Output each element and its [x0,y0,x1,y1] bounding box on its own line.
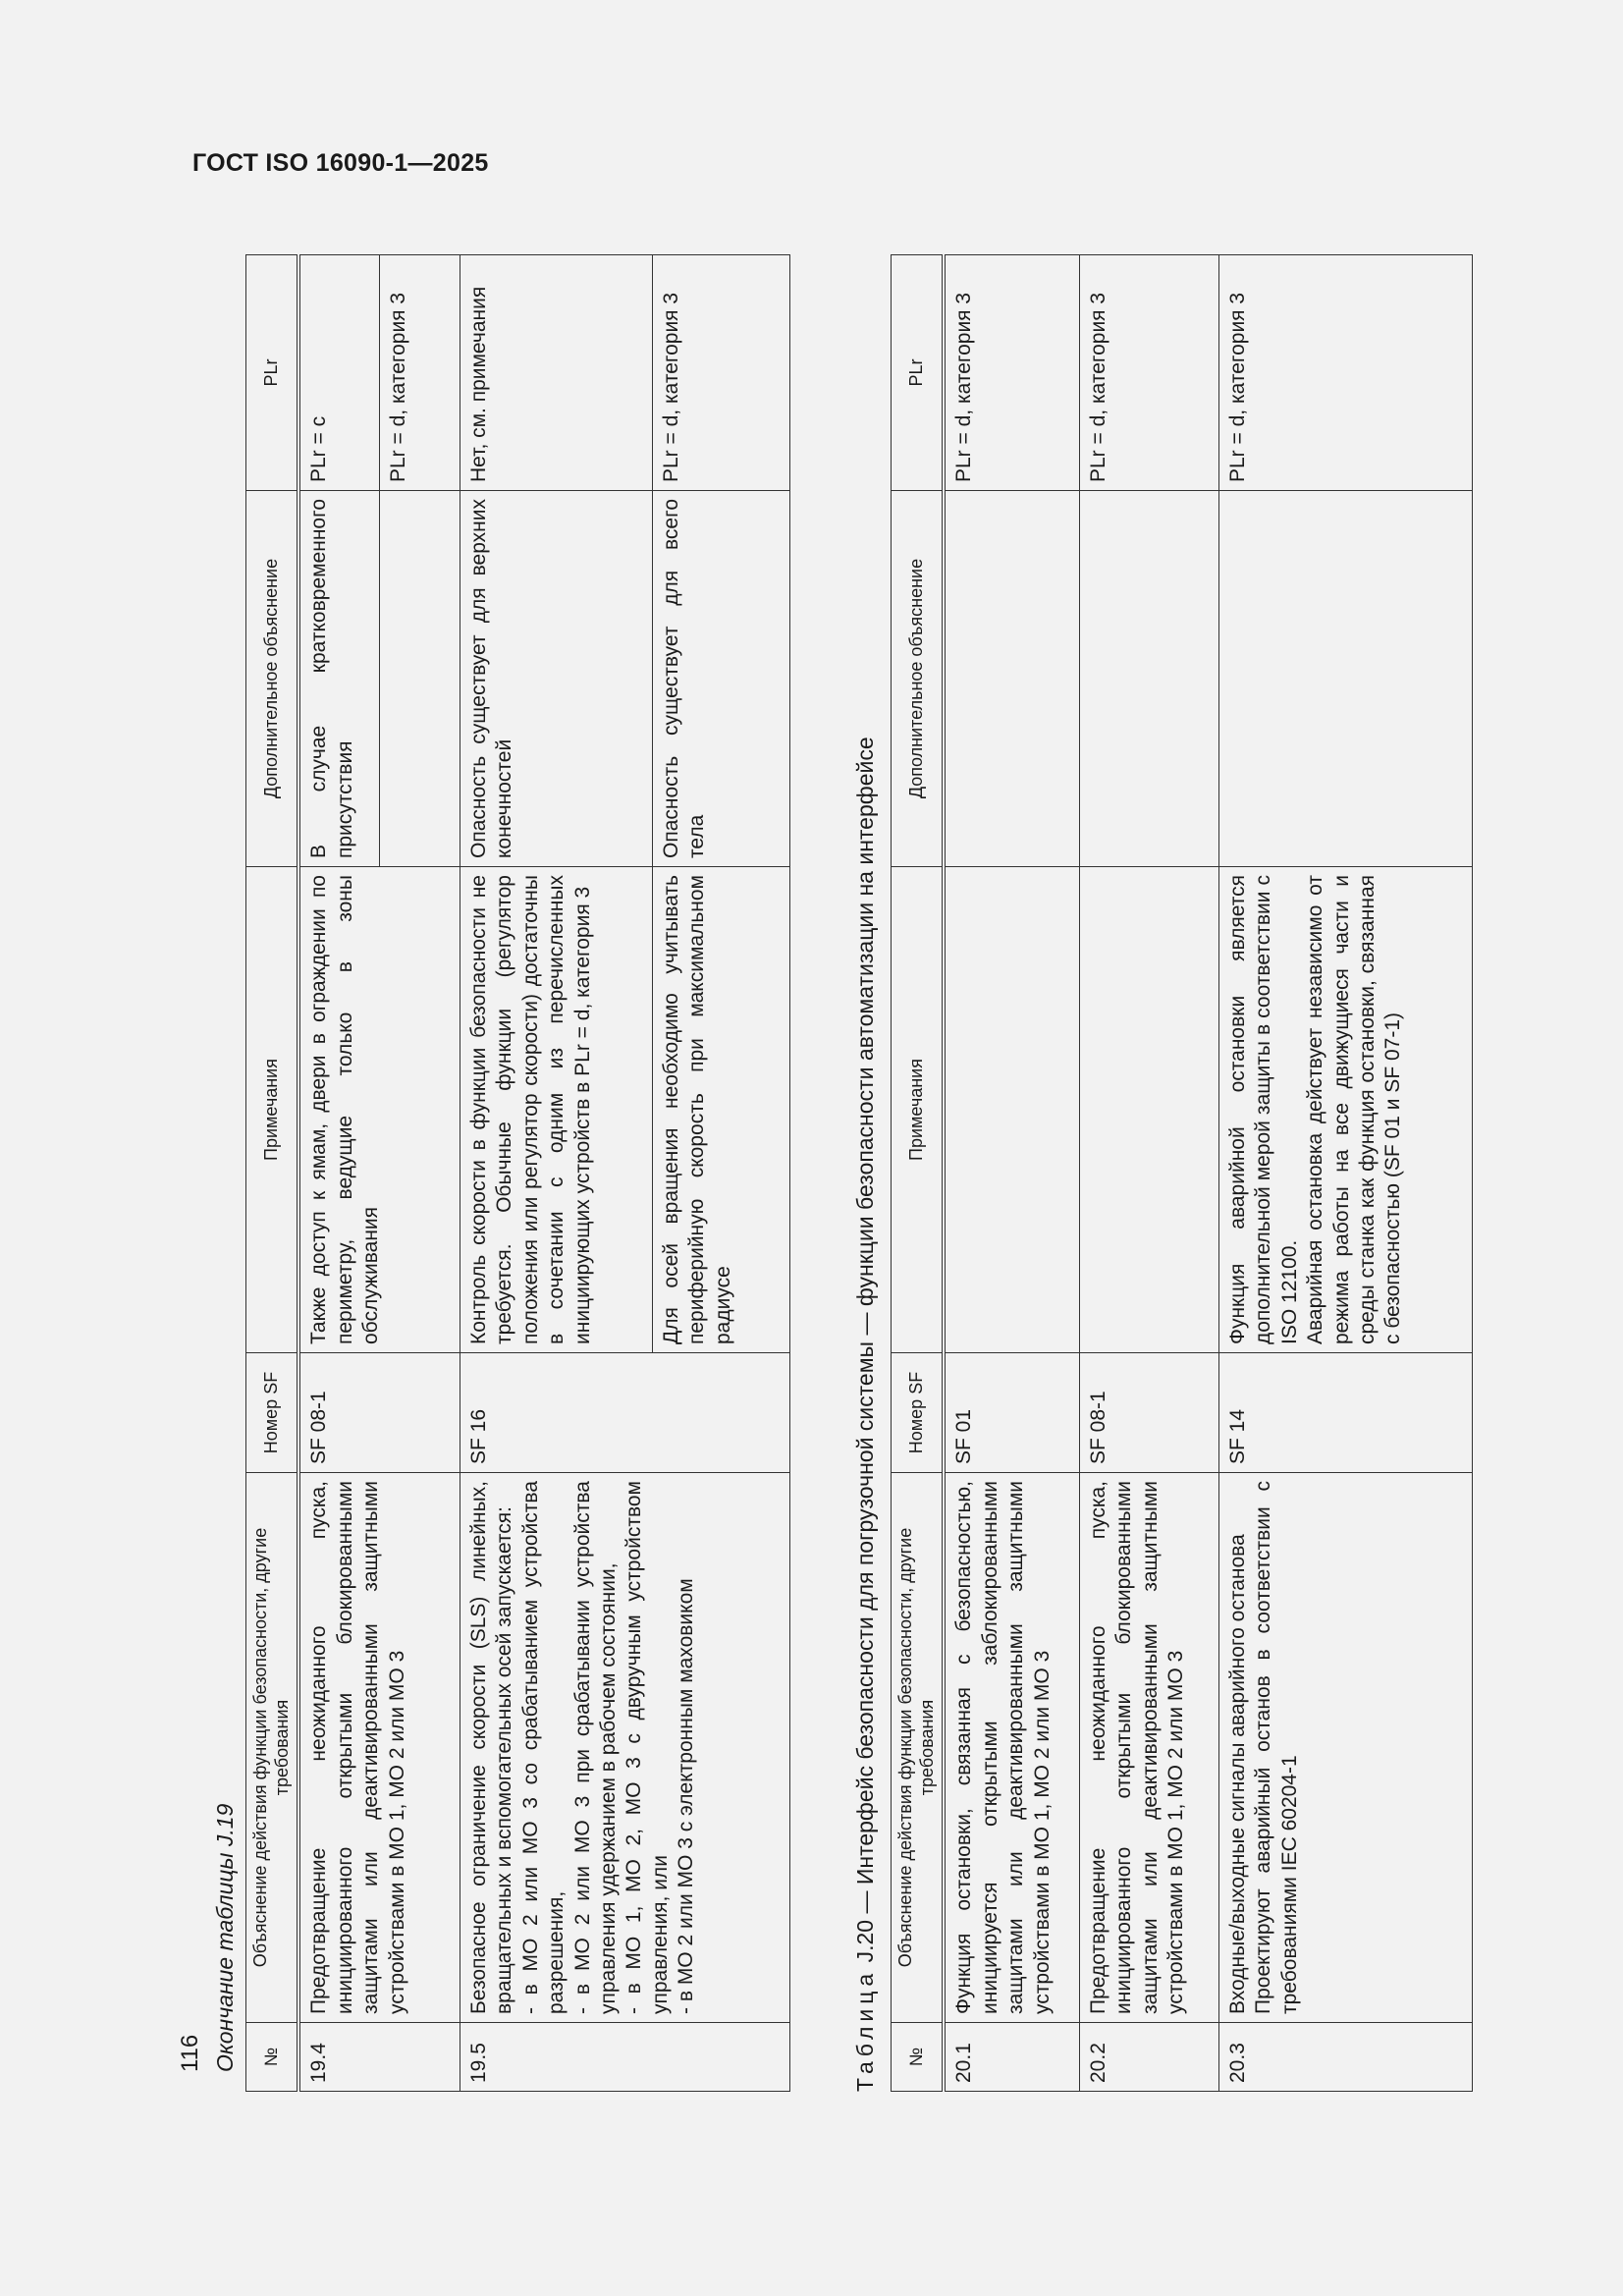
cell-no: 19.4 [298,2023,460,2092]
col-header-additional: Дополнительное объяснение [892,491,945,867]
col-header-plr: PLr [892,255,945,491]
cell-plr: PLr = d, категория 3 [1079,255,1218,491]
cell-description [1218,1473,1472,2023]
description-item: - в МО 2 или МО 3 с электронным маховиком [675,1578,698,2014]
page-number: 116 [177,2034,203,2072]
cell-sf-number: SF 01 [944,1353,1079,1473]
cell-notes [1079,867,1218,1353]
cell-plr: PLr = d, категория 3 [379,255,460,491]
table-continuation-caption: Окончание таблицы J.19 [212,1803,238,2072]
col-header-notes: Примечания [246,867,299,1353]
cell-description: Функция остановки, связанная с безопасностью, инициируется открытыми заблокированными защитами или деактивированными защитными устройствами в МО 1, МО 2 или МО 3 [944,1473,1079,2023]
cell-sf-number: SF 08-1 [1079,1353,1218,1473]
cell-no: 20.1 [944,2023,1079,2092]
col-header-no: № [892,2023,945,2092]
notes-line: Аварийная остановка действует независимо от режима работы на все движущиеся части и среды станка как функция остановки, связанная с безопасностью (SF 01 и SF 07-1) [1304,875,1405,1344]
cell-sf-number: SF 16 [460,1353,789,1473]
cell-plr: PLr = d, категория 3 [652,255,789,491]
table-row [1079,255,1218,2092]
table-header-row [246,255,299,2092]
col-header-no: № [246,2023,299,2092]
cell-notes: Также доступ к ямам, двери в ограждении по периметру, ведущие только в зоны обслуживания [298,867,460,1353]
table-j20-caption [852,737,879,2092]
cell-plr: PLr = d, категория 3 [1218,255,1472,491]
cell-notes: Контроль скорости в функции безопасности не требуется. Обычные функции (регулятор положения или регулятор скорости) достаточны в сочетании с одним из перечисленных инициирующих устройств в PLr = d, категория 3 [460,867,652,1353]
caption-text: J.20 — Интерфейс безопасности для погрузочной системы — функции безопасности автоматизации на интерфейсе [852,737,878,1963]
cell-additional [379,491,460,867]
col-header-description: Объяснение действия функции безопасности, другие требования [246,1473,299,2023]
col-header-sf-number: Номер SF [246,1353,299,1473]
rotated-page-content [177,255,1483,2092]
cell-plr: Нет, см. примечания [460,255,652,491]
description-intro: Безопасное ограничение скорости (SLS) линейных, вращательных и вспомогательных осей запускается: [466,1481,516,2014]
cell-notes [944,867,1079,1353]
cell-additional [944,491,1079,867]
col-header-plr: PLr [246,255,299,491]
col-header-description: Объяснение действия функции безопасности, другие требования [892,1473,945,2023]
description-item: - в МО 1, МО 2, МО 3 с двуручным устройством управления, или [622,1481,672,2014]
description-line: Входные/выходные сигналы аварийного останова [1225,1534,1249,2014]
caption-prefix: Таблица [852,1968,878,2092]
col-header-notes: Примечания [892,867,945,1353]
table-row [944,255,1079,2092]
cell-sf-number: SF 14 [1218,1353,1472,1473]
table-row [1218,255,1472,2092]
table-row [460,255,652,2092]
cell-no: 19.5 [460,2023,789,2092]
cell-notes [1218,867,1472,1353]
table-header-row [892,255,945,2092]
cell-additional: Опасность существует для верхних конечностей [460,491,652,867]
description-item: - в МО 2 или МО 3 при срабатывании устройства управления удержанием в рабочем состоянии, [570,1481,620,2014]
cell-sf-number: SF 08-1 [298,1353,460,1473]
cell-plr: PLr = c [298,255,379,491]
cell-plr: PLr = d, категория 3 [944,255,1079,491]
col-header-additional: Дополнительное объяснение [246,491,299,867]
cell-additional [1218,491,1472,867]
cell-description: Предотвращение неожиданного пуска, инициированного открытыми блокированными защитами или деактивированными защитными устройствами в МО 1, МО 2 или МО 3 [1079,1473,1218,2023]
cell-description [460,1473,789,2023]
cell-notes: Для осей вращения необходимо учитывать периферийную скорость при максимальном радиусе [652,867,789,1353]
cell-no: 20.2 [1079,2023,1218,2092]
table-j19 [245,254,790,2092]
col-header-sf-number: Номер SF [892,1353,945,1473]
description-line: Проектируют аварийный останов в соответствии с требованиями IEC 60204-1 [1252,1481,1301,2014]
cell-additional: В случае кратковременного присутствия [298,491,379,867]
table-j20 [891,254,1473,2092]
cell-additional: Опасность существует для всего тела [652,491,789,867]
document-header-title: ГОСТ ISO 16090-1—2025 [192,149,489,177]
cell-additional [1079,491,1218,867]
description-item: - в МО 2 или МО 3 со срабатыванием устройства разрешения, [518,1481,568,2014]
table-row [298,255,379,2092]
notes-line: Функция аварийной остановки является дополнительной мерой защиты в соответствии с ISO 12100. [1225,875,1301,1344]
cell-description: Предотвращение неожиданного пуска, инициированного открытыми блокированными защитами или деактивированными защитными устройствами в МО 1, МО 2 или МО 3 [298,1473,460,2023]
cell-no: 20.3 [1218,2023,1472,2092]
